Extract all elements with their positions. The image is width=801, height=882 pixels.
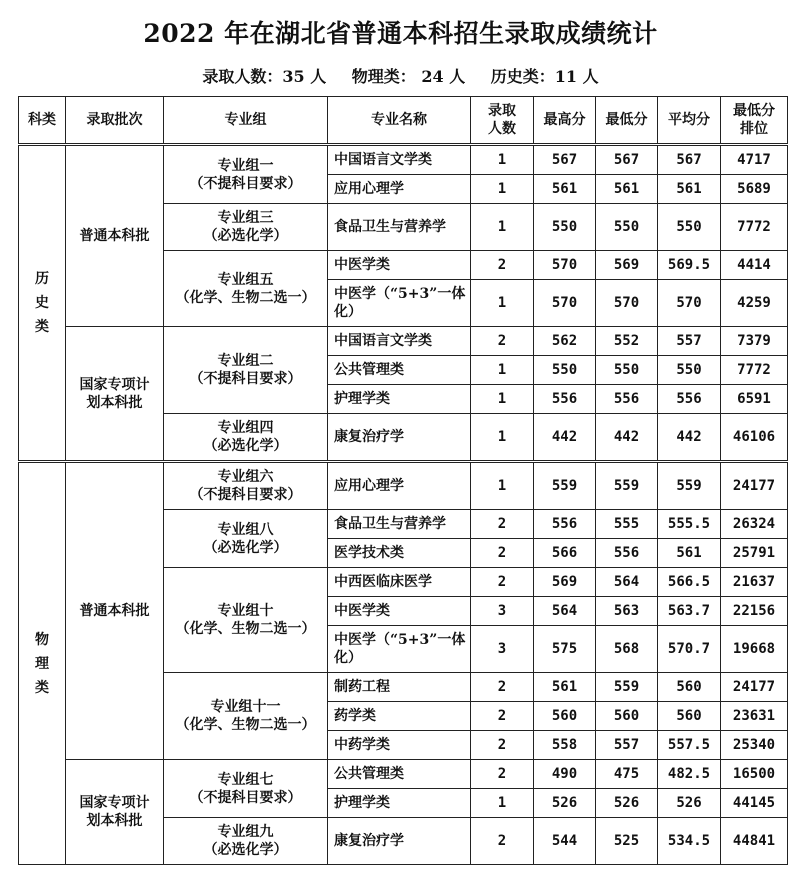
min-rank: 4259 (721, 280, 788, 327)
major-name: 药学类 (328, 702, 471, 731)
avg-score: 556 (658, 385, 721, 414)
min-score: 526 (596, 789, 658, 818)
admitted-count: 1 (471, 145, 534, 175)
group-requirement: （不提科目要求） (189, 487, 302, 503)
min-rank: 4414 (721, 251, 788, 280)
category-cell (19, 462, 66, 865)
min-rank: 7772 (721, 356, 788, 385)
min-rank: 6591 (721, 385, 788, 414)
max-score: 556 (534, 510, 596, 539)
major-name: 应用心理学 (328, 175, 471, 204)
header-group: 专业组 (164, 97, 328, 145)
max-score: 560 (534, 702, 596, 731)
min-score: 557 (596, 731, 658, 760)
avg-score: 557.5 (658, 731, 721, 760)
min-score: 564 (596, 568, 658, 597)
avg-score: 566.5 (658, 568, 721, 597)
header-max: 最高分 (534, 97, 596, 145)
major-name: 医学技术类 (328, 539, 471, 568)
min-rank: 7772 (721, 204, 788, 251)
header-min: 最低分 (596, 97, 658, 145)
admitted-count: 1 (471, 789, 534, 818)
major-name: 康复治疗学 (328, 818, 471, 865)
group-cell (164, 818, 328, 865)
avg-score: 526 (658, 789, 721, 818)
group-requirement: （必选化学） (203, 228, 288, 244)
major-name: 应用心理学 (328, 462, 471, 510)
min-score: 555 (596, 510, 658, 539)
min-score: 550 (596, 356, 658, 385)
batch-cell: 普通本科批 (66, 145, 164, 327)
avg-score: 561 (658, 175, 721, 204)
avg-score: 560 (658, 673, 721, 702)
group-requirement: （化学、生物二选一） (175, 717, 316, 733)
major-name: 食品卫生与营养学 (328, 510, 471, 539)
batch-cell: 普通本科批 (66, 462, 164, 760)
group-name: 专业组六 (217, 469, 274, 485)
avg-score: 534.5 (658, 818, 721, 865)
max-score: 559 (534, 462, 596, 510)
major-name: 公共管理类 (328, 760, 471, 789)
group-cell (164, 204, 328, 251)
admitted-count: 2 (471, 510, 534, 539)
avg-score: 561 (658, 539, 721, 568)
batch-cell: 国家专项计划本科批 (66, 327, 164, 462)
table-row (19, 327, 788, 356)
max-score: 561 (534, 673, 596, 702)
group-cell (164, 145, 328, 204)
max-score: 442 (534, 414, 596, 462)
avg-score: 560 (658, 702, 721, 731)
admitted-count: 2 (471, 673, 534, 702)
group-name: 专业组四 (217, 420, 274, 436)
admitted-count: 2 (471, 251, 534, 280)
major-name: 中医学（“5+3”一体化） (328, 626, 471, 673)
group-name: 专业组七 (217, 771, 274, 788)
min-rank: 7379 (721, 327, 788, 356)
major-name: 护理学类 (328, 385, 471, 414)
min-rank: 26324 (721, 510, 788, 539)
min-score: 561 (596, 175, 658, 204)
min-rank: 25340 (721, 731, 788, 760)
avg-score: 559 (658, 462, 721, 510)
header-category: 科类 (19, 97, 66, 145)
group-requirement: （不提科目要求） (189, 789, 302, 806)
group-cell (164, 760, 328, 818)
group-requirement: （化学、生物二选一） (175, 621, 316, 637)
category-label: 历史类 (35, 271, 49, 335)
group-name: 专业组二 (217, 353, 274, 369)
group-name: 专业组五 (217, 271, 274, 288)
min-rank: 4717 (721, 145, 788, 175)
header-rank: 最低分排位 (721, 97, 788, 145)
group-name: 专业组十 (217, 603, 274, 619)
max-score: 558 (534, 731, 596, 760)
table-row (19, 145, 788, 175)
major-name: 中医学类 (328, 251, 471, 280)
admitted-count: 3 (471, 597, 534, 626)
max-score: 564 (534, 597, 596, 626)
min-rank: 44841 (721, 818, 788, 865)
admitted-count: 3 (471, 626, 534, 673)
table-header-row (19, 97, 788, 145)
major-name: 中国语言文学类 (328, 145, 471, 175)
group-requirement: （必选化学） (203, 539, 288, 556)
min-rank: 5689 (721, 175, 788, 204)
batch-cell: 国家专项计划本科批 (66, 760, 164, 865)
group-name: 专业组三 (217, 210, 274, 226)
avg-score: 563.7 (658, 597, 721, 626)
major-name: 制药工程 (328, 673, 471, 702)
admitted-count: 2 (471, 731, 534, 760)
table-row (19, 760, 788, 789)
max-score: 562 (534, 327, 596, 356)
major-name: 中医学类 (328, 597, 471, 626)
avg-score: 570.7 (658, 626, 721, 673)
avg-score: 557 (658, 327, 721, 356)
admitted-count: 1 (471, 462, 534, 510)
max-score: 569 (534, 568, 596, 597)
group-cell (164, 568, 328, 673)
category-cell (19, 145, 66, 462)
min-rank: 19668 (721, 626, 788, 673)
group-requirement: （不提科目要求） (189, 371, 302, 387)
avg-score: 567 (658, 145, 721, 175)
min-rank: 21637 (721, 568, 788, 597)
avg-score: 482.5 (658, 760, 721, 789)
min-score: 556 (596, 385, 658, 414)
max-score: 566 (534, 539, 596, 568)
min-rank: 16500 (721, 760, 788, 789)
admission-scores-table (18, 96, 788, 865)
admitted-count: 1 (471, 356, 534, 385)
min-score: 563 (596, 597, 658, 626)
group-name: 专业组十一 (210, 699, 281, 715)
min-score: 559 (596, 673, 658, 702)
min-rank: 25791 (721, 539, 788, 568)
max-score: 570 (534, 251, 596, 280)
major-name: 食品卫生与营养学 (328, 204, 471, 251)
admitted-count: 2 (471, 539, 534, 568)
admitted-count: 2 (471, 818, 534, 865)
group-requirement: （必选化学） (203, 438, 288, 454)
max-score: 556 (534, 385, 596, 414)
min-rank: 24177 (721, 673, 788, 702)
admitted-count: 2 (471, 568, 534, 597)
min-score: 442 (596, 414, 658, 462)
min-score: 569 (596, 251, 658, 280)
min-score: 475 (596, 760, 658, 789)
min-score: 556 (596, 539, 658, 568)
admitted-count: 2 (471, 702, 534, 731)
group-cell (164, 414, 328, 462)
header-avg: 平均分 (658, 97, 721, 145)
min-score: 560 (596, 702, 658, 731)
admitted-count: 1 (471, 385, 534, 414)
table-row (19, 462, 788, 510)
min-score: 570 (596, 280, 658, 327)
group-requirement: （必选化学） (203, 842, 288, 858)
avg-score: 569.5 (658, 251, 721, 280)
max-score: 570 (534, 280, 596, 327)
min-rank: 44145 (721, 789, 788, 818)
group-cell (164, 251, 328, 327)
max-score: 575 (534, 626, 596, 673)
min-score: 550 (596, 204, 658, 251)
min-score: 568 (596, 626, 658, 673)
avg-score: 555.5 (658, 510, 721, 539)
group-cell (164, 510, 328, 568)
group-requirement: （化学、生物二选一） (175, 289, 316, 306)
group-requirement: （不提科目要求） (189, 175, 302, 192)
min-rank: 46106 (721, 414, 788, 462)
admitted-count: 1 (471, 414, 534, 462)
avg-score: 550 (658, 204, 721, 251)
summary-physics: 物理类： 24 人 (351, 67, 466, 86)
major-name: 中医学（“5+3”一体化） (328, 280, 471, 327)
max-score: 490 (534, 760, 596, 789)
group-name: 专业组九 (217, 824, 274, 840)
summary-total: 录取人数：35 人 (202, 67, 327, 86)
group-cell (164, 327, 328, 414)
document-title: 2022 年在湖北省普通本科招生录取成绩统计 (143, 19, 658, 48)
min-rank: 24177 (721, 462, 788, 510)
group-cell (164, 462, 328, 510)
admission-summary (0, 64, 801, 87)
min-rank: 22156 (721, 597, 788, 626)
major-name: 康复治疗学 (328, 414, 471, 462)
min-rank: 23631 (721, 702, 788, 731)
summary-history: 历史类：11 人 (490, 67, 599, 86)
group-cell (164, 673, 328, 760)
avg-score: 442 (658, 414, 721, 462)
major-name: 中药学类 (328, 731, 471, 760)
major-name: 护理学类 (328, 789, 471, 818)
min-score: 552 (596, 327, 658, 356)
major-name: 公共管理类 (328, 356, 471, 385)
category-label: 物理类 (35, 631, 49, 696)
header-batch: 录取批次 (66, 97, 164, 145)
min-score: 567 (596, 145, 658, 175)
group-name: 专业组一 (217, 157, 274, 174)
admitted-count: 1 (471, 204, 534, 251)
max-score: 550 (534, 356, 596, 385)
admitted-count: 1 (471, 280, 534, 327)
max-score: 561 (534, 175, 596, 204)
admitted-count: 2 (471, 760, 534, 789)
major-name: 中西医临床医学 (328, 568, 471, 597)
min-score: 525 (596, 818, 658, 865)
major-name: 中国语言文学类 (328, 327, 471, 356)
max-score: 544 (534, 818, 596, 865)
min-score: 559 (596, 462, 658, 510)
avg-score: 570 (658, 280, 721, 327)
header-count: 录取人数 (471, 97, 534, 145)
max-score: 550 (534, 204, 596, 251)
header-major: 专业名称 (328, 97, 471, 145)
admitted-count: 1 (471, 175, 534, 204)
max-score: 526 (534, 789, 596, 818)
admitted-count: 2 (471, 327, 534, 356)
avg-score: 550 (658, 356, 721, 385)
max-score: 567 (534, 145, 596, 175)
group-name: 专业组八 (217, 521, 274, 538)
